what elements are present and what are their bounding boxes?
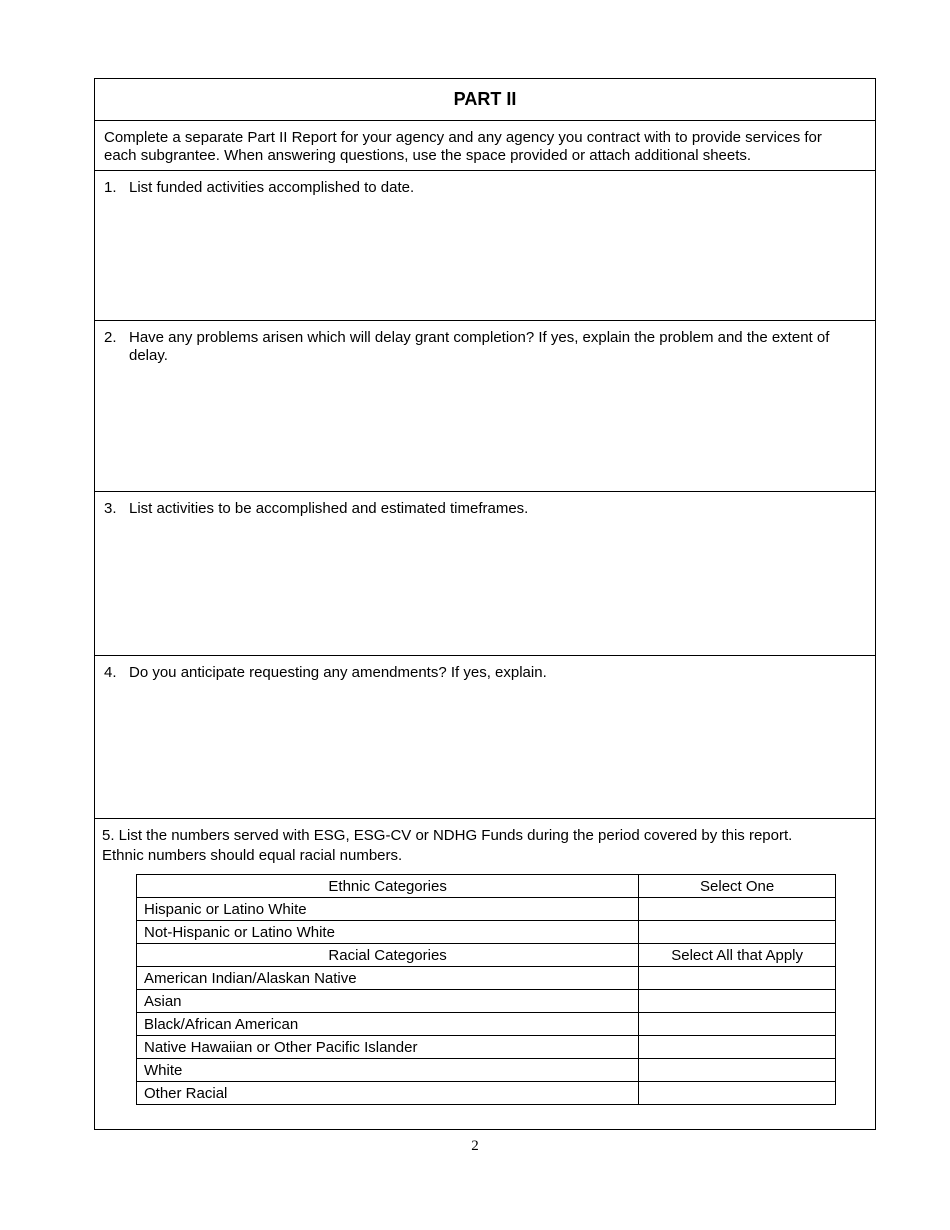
table-row: [137, 1059, 836, 1082]
racial-select-cell[interactable]: [639, 1082, 836, 1105]
table-row: [137, 921, 836, 944]
question-3-area[interactable]: [95, 492, 875, 656]
ethnic-header-row: [137, 875, 836, 898]
question-1-area[interactable]: [95, 171, 875, 321]
question-4-area[interactable]: [95, 656, 875, 819]
racial-select-cell[interactable]: [639, 1059, 836, 1082]
table-row: [137, 967, 836, 990]
racial-select-cell[interactable]: [639, 1013, 836, 1036]
ethnic-header: Ethnic Categories: [137, 875, 639, 898]
ethnic-select-cell[interactable]: [639, 921, 836, 944]
racial-header: Racial Categories: [137, 944, 639, 967]
table-row: [137, 990, 836, 1013]
ethnic-category-label: Not-Hispanic or Latino White: [137, 921, 639, 944]
table-row: [137, 1013, 836, 1036]
ethnic-select-header: Select One: [639, 875, 836, 898]
question-5-area: [95, 819, 875, 1129]
question-2-number: 2.: [104, 329, 117, 346]
question-4-number: 4.: [104, 664, 117, 681]
table-row: [137, 898, 836, 921]
ethnic-select-cell[interactable]: [639, 898, 836, 921]
question-2-area[interactable]: [95, 321, 875, 492]
racial-select-header: Select All that Apply: [639, 944, 836, 967]
question-1-number: 1.: [104, 179, 117, 196]
page-title: PART II: [453, 89, 517, 109]
categories-table: [136, 874, 836, 1105]
racial-category-label: Native Hawaiian or Other Pacific Islander: [137, 1036, 639, 1059]
racial-category-label: Asian: [137, 990, 639, 1013]
racial-select-cell[interactable]: [639, 1036, 836, 1059]
ethnic-category-label: Hispanic or Latino White: [137, 898, 639, 921]
question-4-text: Do you anticipate requesting any amendments? If yes, explain.: [129, 664, 547, 681]
question-3-number: 3.: [104, 500, 117, 517]
racial-header-row: [137, 944, 836, 967]
question-2-text: Have any problems arisen which will delay grant completion? If yes, explain the problem and the extent of delay.: [129, 329, 830, 364]
racial-category-label: Other Racial: [137, 1082, 639, 1105]
question-1-text: List funded activities accomplished to date.: [129, 179, 415, 196]
racial-select-cell[interactable]: [639, 990, 836, 1013]
intro-row: [95, 121, 875, 171]
racial-select-cell[interactable]: [639, 967, 836, 990]
question-3-text: List activities to be accomplished and estimated timeframes.: [129, 500, 529, 517]
table-row: [137, 1036, 836, 1059]
question-5-text: 5. List the numbers served with ESG, ESG-CV or NDHG Funds during the period covered by this report. Ethnic numbers should equal racial numbers.: [102, 827, 793, 864]
racial-category-label: White: [137, 1059, 639, 1082]
page-number: 2: [471, 1138, 479, 1154]
intro-text: Complete a separate Part II Report for your agency and any agency you contract with to provide services for each subgrantee. When answering questions, use the space provided or attach additional sheets.: [104, 129, 822, 164]
table-row: [137, 1082, 836, 1105]
racial-category-label: American Indian/Alaskan Native: [137, 967, 639, 990]
racial-category-label: Black/African American: [137, 1013, 639, 1036]
part-ii-form: [94, 78, 876, 1130]
title-row: [95, 79, 875, 121]
